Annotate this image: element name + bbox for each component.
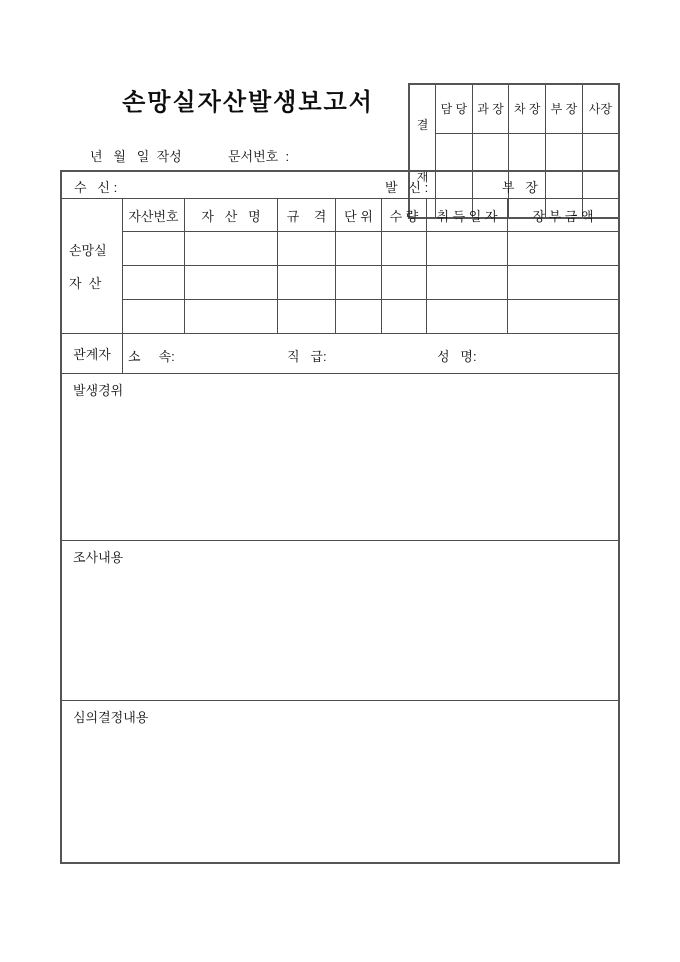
asset-cell-empty xyxy=(123,300,185,334)
asset-cell-empty xyxy=(508,266,618,300)
asset-cell-empty xyxy=(382,300,427,334)
sender-value: 부 장 xyxy=(502,180,538,195)
asset-header-acquisition-date: 취 득 일 자 xyxy=(427,199,508,232)
asset-cell-empty xyxy=(278,300,336,334)
asset-cell-empty xyxy=(508,232,618,266)
asset-cell-empty xyxy=(185,300,278,334)
section-investigation-details xyxy=(62,541,618,701)
asset-table-row-label-line1: 손망실 xyxy=(69,243,107,258)
recipient-label: 수 신 : xyxy=(74,180,118,195)
approval-stamp-char-2: 재 xyxy=(416,170,429,184)
asset-table xyxy=(62,199,618,334)
asset-table-row-label-line2: 자 산 xyxy=(69,276,102,291)
related-person-fields xyxy=(123,334,618,373)
approval-col-staff: 담 당 xyxy=(436,84,473,133)
approval-col-section-chief: 과 장 xyxy=(472,84,509,133)
related-person-label: 관계자 xyxy=(62,334,123,373)
asset-cell-empty xyxy=(382,232,427,266)
section-incident-details-label: 발생경위 xyxy=(73,383,124,398)
asset-cell-empty xyxy=(336,232,382,266)
asset-header-book-value: 장 부 금 액 xyxy=(508,199,618,232)
section-incident-details xyxy=(62,374,618,541)
recipient-row xyxy=(62,172,618,199)
asset-cell-empty xyxy=(185,266,278,300)
form-body xyxy=(60,170,620,864)
form-title: 손망실자산발생보고서 xyxy=(122,89,374,116)
related-person-row xyxy=(62,334,618,374)
asset-cell-empty xyxy=(382,266,427,300)
asset-header-asset-name: 자 산 명 xyxy=(185,199,278,232)
asset-cell-empty xyxy=(336,266,382,300)
asset-cell-empty xyxy=(508,300,618,334)
asset-table-row-label xyxy=(62,199,123,334)
asset-cell-empty xyxy=(185,232,278,266)
asset-cell-empty xyxy=(427,300,508,334)
section-investigation-details-label: 조사내용 xyxy=(73,550,124,565)
date-line xyxy=(0,146,680,162)
asset-cell-empty xyxy=(278,266,336,300)
asset-header-spec: 규 격 xyxy=(278,199,336,232)
affiliation-label: 소 속: xyxy=(128,349,175,364)
asset-cell-empty xyxy=(278,232,336,266)
approval-col-department-head: 부 장 xyxy=(546,84,583,133)
asset-cell-empty xyxy=(123,232,185,266)
asset-cell-empty xyxy=(427,232,508,266)
doc-number-label: 문서번호 : xyxy=(228,149,290,164)
section-deliberation-decision-label: 심의결정내용 xyxy=(73,710,149,725)
asset-cell-empty xyxy=(336,300,382,334)
asset-cell-empty xyxy=(427,266,508,300)
date-created-label: 년 월 일 작성 xyxy=(90,149,182,164)
approval-col-deputy-head: 차 장 xyxy=(509,84,546,133)
approval-stamp-char-1: 결 xyxy=(416,118,429,132)
sender-label: 발 신 : xyxy=(385,180,429,195)
section-deliberation-decision xyxy=(62,701,618,862)
name-label: 성 명: xyxy=(437,349,477,364)
approval-col-president: 사장 xyxy=(582,84,619,133)
asset-header-asset-number: 자산번호 xyxy=(123,199,185,232)
position-label: 직 급: xyxy=(287,349,327,364)
asset-header-quantity: 수 량 xyxy=(382,199,427,232)
asset-cell-empty xyxy=(123,266,185,300)
asset-header-unit: 단 위 xyxy=(336,199,382,232)
